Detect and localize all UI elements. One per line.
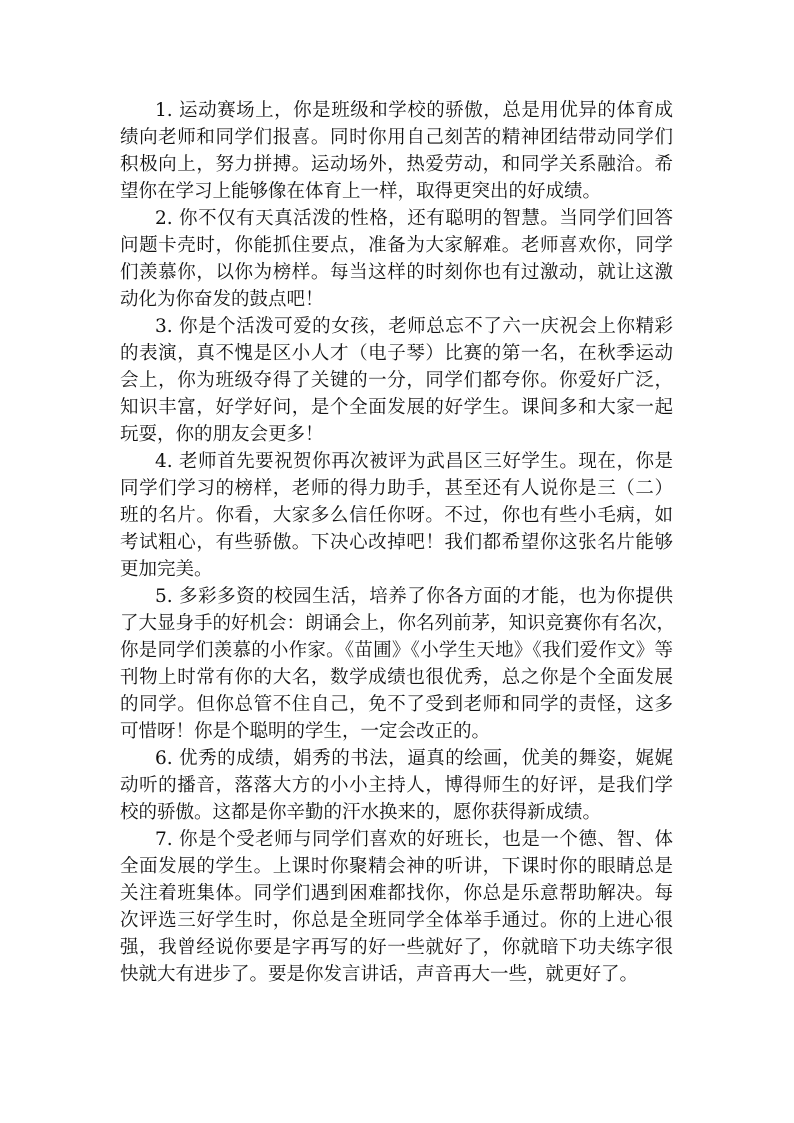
paragraph-line: 问题卡壳时，你能抓住要点，准备为大家解难。老师喜欢你，同学 [120,235,673,256]
paragraph-line: 强，我曾经说你要是字再写的好一些就好了，你就暗下功夫练字很 [120,937,673,958]
paragraph-line: 的表演，真不愧是区小人才（电子琴）比赛的第一名，在秋季运动 [120,343,673,364]
paragraph-7 [120,826,673,988]
paragraph-line: 考试粗心，有些骄傲。下决心改掉吧！我们都希望你这张名片能够 [120,532,673,553]
paragraph-line: 3. 你是个活泼可爱的女孩，老师总忘不了六一庆祝会上你精彩 [155,316,673,337]
paragraph-line: 全面发展的学生。上课时你聚精会神的听讲，下课时你的眼睛总是 [120,856,673,877]
paragraph-line: 4. 老师首先要祝贺你再次被评为武昌区三好学生。现在，你是 [155,451,673,472]
paragraph-line: 动听的播音，落落大方的小小主持人，博得师生的好评，是我们学 [120,775,673,796]
paragraph-6 [120,745,673,826]
paragraph-line: 关注着班集体。同学们遇到困难都找你，你总是乐意帮助解决。每 [120,883,673,904]
paragraph-4 [120,448,673,583]
paragraph-line: 次评选三好学生时，你总是全班同学全体举手通过。你的上进心很 [120,910,673,931]
paragraph-line: 们羡慕你，以你为榜样。每当这样的时刻你也有过激动，就让这激 [120,262,673,283]
paragraph-line: 更加完美。 [120,559,213,580]
paragraph-line: 可惜呀！你是个聪明的学生，一定会改正的。 [120,721,491,742]
paragraph-line: 了大显身手的好机会：朗诵会上，你名列前茅，知识竞赛你有名次， [120,613,676,634]
paragraph-3 [120,313,673,448]
paragraph-line: 校的骄傲。这都是你辛勤的汗水换来的，愿你获得新成绩。 [120,802,602,823]
paragraph-line: 7. 你是个受老师与同学们喜欢的好班长，也是一个德、智、体 [155,829,673,850]
paragraph-line: 刊物上时常有你的大名，数学成绩也很优秀，总之你是个全面发展 [120,667,673,688]
paragraph-line: 同学们学习的榜样，老师的得力助手，甚至还有人说你是三（二） [120,478,673,499]
paragraph-2 [120,205,673,313]
paragraph-line: 望你在学习上能够像在体育上一样，取得更突出的好成绩。 [120,181,602,202]
paragraph-line: 知识丰富，好学好问，是个全面发展的好学生。课间多和大家一起 [120,397,673,418]
paragraph-5 [120,583,676,745]
paragraph-line: 2. 你不仅有天真活泼的性格，还有聪明的智慧。当同学们回答 [155,208,673,229]
document-page [120,97,676,988]
paragraph-line: 会上，你为班级夺得了关键的一分，同学们都夸你。你爱好广泛， [120,370,673,391]
paragraph-line: 动化为你奋发的鼓点吧！ [120,289,324,310]
paragraph-line: 6. 优秀的成绩，娟秀的书法，逼真的绘画，优美的舞姿，娓娓 [155,748,673,769]
paragraph-line: 5. 多彩多资的校园生活，培养了你各方面的才能，也为你提供 [155,586,673,607]
paragraph-line: 玩耍，你的朋友会更多！ [120,424,324,445]
paragraph-1 [120,97,673,205]
paragraph-line: 1. 运动赛场上，你是班级和学校的骄傲，总是用优异的体育成 [155,100,673,121]
paragraph-line: 的同学。但你总管不住自己，免不了受到老师和同学的责怪，这多 [120,694,673,715]
paragraph-line: 积极向上，努力拼搏。运动场外，热爱劳动，和同学关系融洽。希 [120,154,673,175]
paragraph-line: 班的名片。你看，大家多么信任你呀。不过，你也有些小毛病，如 [120,505,673,526]
paragraph-line: 快就大有进步了。要是你发言讲话，声音再大一些，就更好了。 [120,964,639,985]
paragraph-line: 你是同学们羡慕的小作家。《苗圃》《小学生天地》《我们爱作文》等 [120,640,673,661]
paragraph-line: 绩向老师和同学们报喜。同时你用自己刻苦的精神团结带动同学们 [120,127,673,148]
